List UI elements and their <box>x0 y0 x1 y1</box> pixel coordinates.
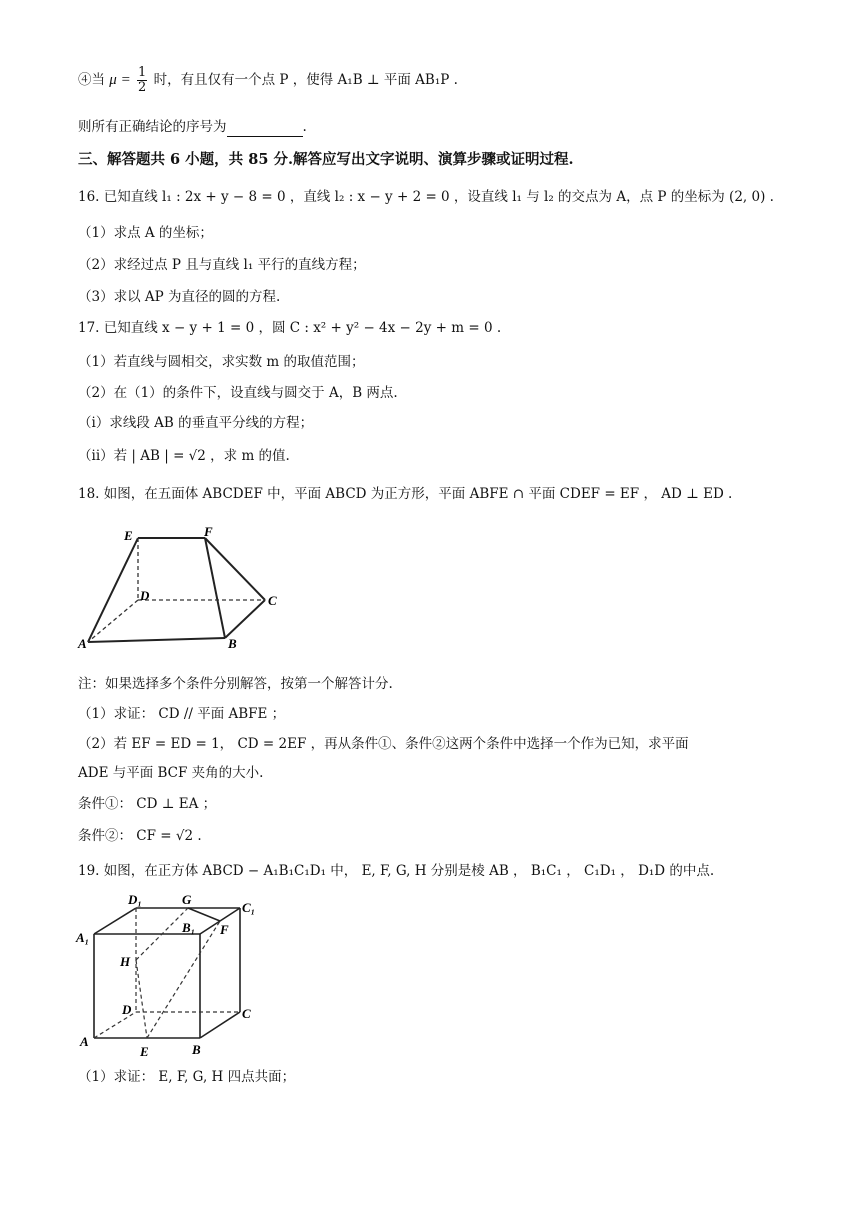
label-G: G <box>182 892 192 907</box>
condition-1: 条件①： CD ⊥ EA ； <box>78 796 217 812</box>
fraction-one-half <box>137 66 147 95</box>
fraction-denominator: 2 <box>138 80 147 95</box>
label-D: D <box>122 1002 132 1017</box>
label-H: H <box>120 954 131 969</box>
question-16: 16. 已知直线 l₁ : 2x + y − 8 = 0 ，直线 l₂ : x − y + 2 = 0 ，设直线 l₁ 与 l₂ 的交点为 A，点 P 的坐标为 (2, 0) . <box>78 189 774 205</box>
label-C: C <box>242 1006 251 1021</box>
question-17-part-2-ii: （ii）若 | AB | = √2 ，求 m 的值. <box>78 448 290 464</box>
label-C: C <box>268 593 277 608</box>
label-A: A <box>78 636 87 651</box>
label-F: F <box>204 524 213 539</box>
label-E: E <box>140 1044 149 1059</box>
question-18-part-1: （1）求证： CD // 平面 ABFE ； <box>78 706 286 722</box>
edge-EA <box>88 538 138 642</box>
question-17-part-2: （2）在（1）的条件下，设直线与圆交于 A，B 两点. <box>78 385 398 401</box>
scoring-note: 注：如果选择多个条件分别解答，按第一个解答计分. <box>78 676 393 692</box>
label-D: D <box>140 588 150 603</box>
mu-expression: μ = <box>109 72 131 88</box>
question-19-part-1: （1）求证： E, F, G, H 四点共面； <box>78 1069 296 1085</box>
label-A1: A₁ <box>76 930 90 945</box>
label-F: F <box>220 922 229 937</box>
section-heading: 三、解答题共 6 小题，共 85 分.解答应写出文字说明、演算步骤或证明过程. <box>78 151 574 168</box>
label-C1: C₁ <box>242 900 256 915</box>
fraction-numerator: 1 <box>138 65 147 80</box>
edge-FC <box>205 538 265 600</box>
question-18: 18. 如图，在五面体 ABCDEF 中，平面 ABCD 为正方形，平面 ABFE ∩ 平面 CDEF = EF ， AD ⊥ ED . <box>78 486 733 502</box>
label-B1: B₁ <box>182 920 196 935</box>
answer-line <box>78 117 307 137</box>
edge-BC <box>200 1012 240 1038</box>
question-16-part-1: （1）求点 A 的坐标； <box>78 225 213 241</box>
edge-AB <box>88 638 225 642</box>
condition-2: 条件②： CF = √2 . <box>78 828 202 844</box>
edge-DA-hidden <box>88 600 138 642</box>
label-B: B <box>228 636 237 651</box>
answer-prompt: 则所有正确结论的序号为 <box>78 119 227 135</box>
answer-blank <box>227 122 303 137</box>
edge-FB <box>205 538 225 638</box>
question-18-part-2-cont: ADE 与平面 BCF 夹角的大小. <box>78 765 264 781</box>
edge-BC <box>225 600 265 638</box>
label-D1: D₁ <box>128 892 142 907</box>
segment-HE <box>136 960 147 1038</box>
question-16-part-3: （3）求以 AP 为直径的圆的方程. <box>78 289 281 305</box>
question-17: 17. 已知直线 x − y + 1 = 0 ，圆 C : x² + y² − 4x − 2y + m = 0 . <box>78 320 502 336</box>
item-4-rest: 时，有且仅有一个点 P ，使得 A₁B ⊥ 平面 AB₁P . <box>153 72 458 88</box>
answer-end: . <box>302 119 307 135</box>
question-17-part-2-i: （i）求线段 AB 的垂直平分线的方程； <box>78 415 314 431</box>
item-4-line <box>78 66 458 95</box>
item-4-prefix: ④当 <box>78 72 105 88</box>
question-17-part-1: （1）若直线与圆相交，求实数 m 的取值范围； <box>78 354 365 370</box>
label-B: B <box>192 1042 201 1057</box>
question-19: 19. 如图，在正方体 ABCD − A₁B₁C₁D₁ 中， E, F, G, H 分别是棱 AB ， B₁C₁ ， C₁D₁ ， D₁D 的中点. <box>78 863 715 879</box>
figure-pentahedron <box>70 520 290 660</box>
label-E: E <box>124 528 133 543</box>
label-A: A <box>80 1034 89 1049</box>
edge-A1D1 <box>94 908 136 934</box>
question-18-part-2: （2）若 EF = ED = 1， CD = 2EF ，再从条件①、条件②这两个条件中选择一个作为已知，求平面 <box>78 736 689 752</box>
question-16-part-2: （2）求经过点 P 且与直线 l₁ 平行的直线方程； <box>78 257 366 273</box>
figure-cube <box>72 890 272 1065</box>
